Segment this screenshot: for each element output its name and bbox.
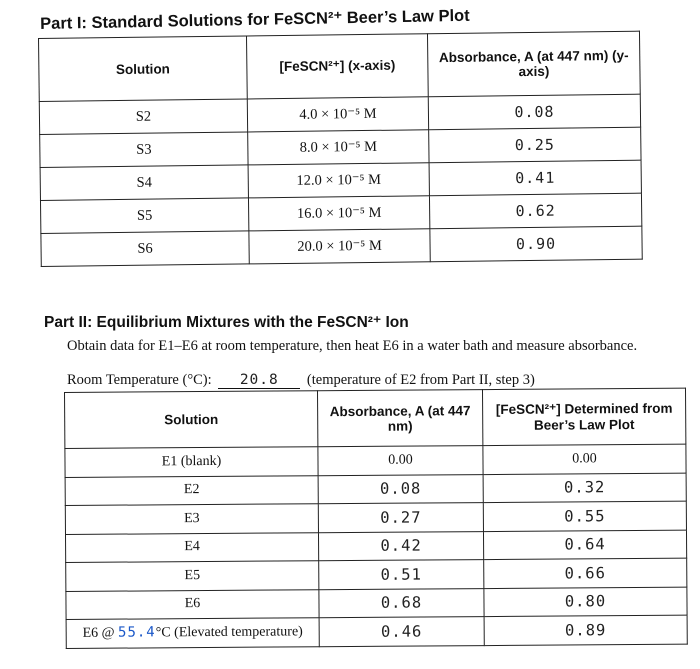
- absorbance-cell: 0.27: [318, 503, 483, 533]
- column-header: [FeSCN²⁺] (x-axis): [246, 34, 428, 99]
- elevated-temperature-value: 55.4: [117, 624, 156, 641]
- instructions-text: Obtain data for E1–E6 at room temperature, then heat E6 in a water bath and measure absorbance.: [67, 338, 638, 354]
- concentration-cell: 0.55: [483, 501, 686, 531]
- standard-solutions-table: [38, 31, 643, 267]
- solution-cell: S4: [40, 165, 248, 201]
- absorbance-cell: 0.46: [319, 617, 484, 647]
- table-row: [65, 473, 686, 506]
- concentration-cell: 0.32: [483, 473, 686, 503]
- solution-cell: S6: [41, 231, 249, 267]
- column-header: Absorbance, A (at 447 nm) (y-axis): [427, 31, 640, 97]
- absorbance-cell: 0.41: [429, 160, 641, 196]
- column-header: Absorbance, A (at 447 nm): [317, 390, 482, 447]
- room-temperature-value: 20.8: [218, 372, 300, 389]
- table-row: [66, 587, 687, 620]
- table-row: [65, 530, 686, 563]
- part2-title: Part II: Equilibrium Mixtures with the FeSCN²⁺ Ion: [44, 314, 409, 331]
- room-temperature-line: [67, 372, 535, 389]
- concentration-cell: 20.0 × 10⁻⁵ M: [249, 229, 430, 264]
- concentration-cell: 0.64: [483, 530, 686, 560]
- absorbance-cell: 0.68: [319, 588, 484, 618]
- room-temperature-label: Room Temperature (°C):: [67, 372, 212, 388]
- solution-cell: S2: [39, 99, 247, 135]
- absorbance-cell: 0.25: [429, 127, 641, 163]
- concentration-cell: 0.00: [483, 444, 686, 474]
- table-header-row: [65, 388, 686, 448]
- elevated-prefix: E6 @: [82, 625, 115, 642]
- table-row: [66, 615, 687, 648]
- absorbance-cell: 0.51: [319, 560, 484, 590]
- solution-cell: E6: [66, 589, 319, 619]
- concentration-cell: 0.66: [484, 558, 687, 588]
- part1-title: Part I: Standard Solutions for FeSCN²⁺ Beer’s Law Plot: [40, 6, 470, 33]
- table-row: [66, 558, 687, 591]
- concentration-cell: 8.0 × 10⁻⁵ M: [248, 130, 429, 165]
- column-header: Solution: [65, 391, 318, 449]
- table-row: [41, 226, 642, 266]
- concentration-cell: 12.0 × 10⁻⁵ M: [248, 163, 429, 198]
- concentration-cell: 4.0 × 10⁻⁵ M: [247, 97, 428, 132]
- absorbance-cell: 0.08: [428, 94, 640, 130]
- solution-cell: S3: [40, 132, 248, 168]
- absorbance-cell: 0.62: [429, 193, 641, 229]
- solution-cell: [66, 618, 319, 648]
- solution-cell: E4: [65, 532, 318, 562]
- solution-cell: E1 (blank): [65, 447, 318, 477]
- absorbance-cell: 0.42: [318, 531, 483, 561]
- concentration-cell: 16.0 × 10⁻⁵ M: [248, 196, 429, 231]
- solution-cell: S5: [40, 198, 248, 234]
- table-row: [65, 444, 686, 477]
- elevated-suffix: °C (Elevated temperature): [155, 624, 303, 641]
- solution-cell: E5: [66, 561, 319, 591]
- table-header-row: [39, 31, 641, 101]
- solution-cell: E3: [65, 504, 318, 534]
- absorbance-cell: 0.00: [318, 446, 483, 476]
- absorbance-cell: 0.08: [318, 474, 483, 504]
- room-temperature-note: (temperature of E2 from Part II, step 3): [306, 372, 535, 388]
- column-header: [FeSCN²⁺] Determined from Beer’s Law Plot: [482, 388, 685, 445]
- concentration-cell: 0.80: [484, 587, 687, 617]
- concentration-cell: 0.89: [484, 615, 687, 645]
- equilibrium-mixtures-table: [64, 388, 688, 649]
- solution-cell: E2: [65, 475, 318, 505]
- column-header: Solution: [39, 36, 248, 102]
- table-row: [65, 501, 686, 534]
- absorbance-cell: 0.90: [430, 226, 642, 262]
